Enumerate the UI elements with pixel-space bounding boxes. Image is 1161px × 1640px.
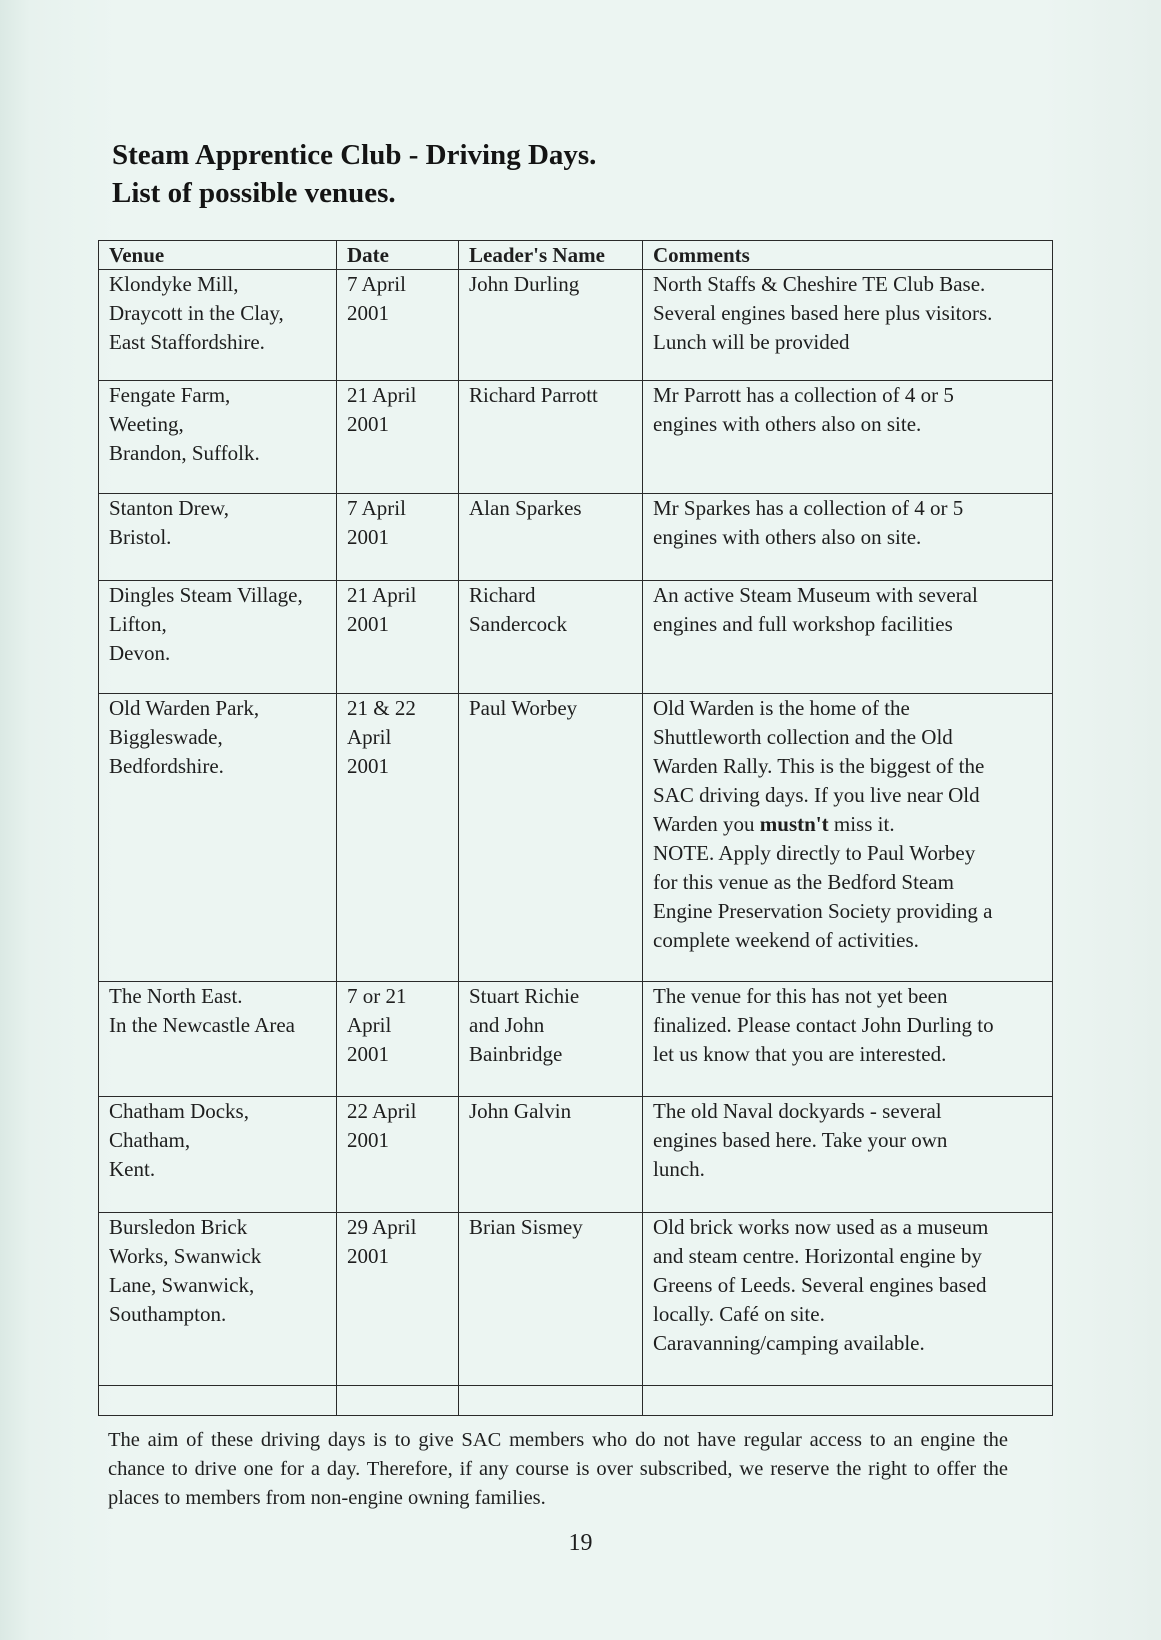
comments-text-pre: Old Warden is the home of the Shuttleworth collection and the Old Warden Rally. This is the biggest of the SAC driving days. If you live near Old Warden you (653, 696, 985, 836)
cell-date: 7 April 2001 (337, 494, 459, 581)
cell-comments: Old brick works now used as a museum and steam centre. Horizontal engine by Greens of Leeds. Several engines based locally. Café on site. Caravanning/camping available. (643, 1213, 1053, 1386)
comments-text-post: miss it. NOTE. Apply directly to Paul Worbey for this venue as the Bedford Steam Engine Preservation Society providing a complete weekend of activities. (653, 812, 993, 952)
cell-comments: The old Naval dockyards - several engines based here. Take your own lunch. (643, 1097, 1053, 1213)
cell-venue: Old Warden Park, Biggleswade, Bedfordshire. (99, 694, 337, 982)
cell-venue: Chatham Docks, Chatham, Kent. (99, 1097, 337, 1213)
cell-venue: Stanton Drew, Bristol. (99, 494, 337, 581)
cell-leader: Stuart Richie and John Bainbridge (459, 982, 643, 1097)
cell-date: 22 April 2001 (337, 1097, 459, 1213)
header-date: Date (337, 241, 459, 270)
cell-venue: Fengate Farm, Weeting, Brandon, Suffolk. (99, 381, 337, 494)
cell-comments: Mr Sparkes has a collection of 4 or 5 engines with others also on site. (643, 494, 1053, 581)
venues-table (98, 240, 1053, 1416)
table-row (99, 694, 1053, 982)
cell-empty (99, 1386, 337, 1416)
cell-venue: Klondyke Mill, Draycott in the Clay, East Staffordshire. (99, 270, 337, 381)
table-row (99, 1097, 1053, 1213)
cell-comments (643, 694, 1053, 982)
cell-leader: Alan Sparkes (459, 494, 643, 581)
table-row-empty (99, 1386, 1053, 1416)
cell-venue: The North East. In the Newcastle Area (99, 982, 337, 1097)
cell-leader: Richard Parrott (459, 381, 643, 494)
table-row (99, 982, 1053, 1097)
cell-venue: Bursledon Brick Works, Swanwick Lane, Swanwick, Southampton. (99, 1213, 337, 1386)
cell-empty (643, 1386, 1053, 1416)
cell-comments: An active Steam Museum with several engines and full workshop facilities (643, 581, 1053, 694)
header-leader: Leader's Name (459, 241, 643, 270)
cell-date: 21 April 2001 (337, 381, 459, 494)
table-row (99, 494, 1053, 581)
table-row (99, 581, 1053, 694)
cell-venue: Dingles Steam Village, Lifton, Devon. (99, 581, 337, 694)
cell-leader: Brian Sismey (459, 1213, 643, 1386)
title-line-1: Steam Apprentice Club - Driving Days. (112, 139, 597, 171)
cell-leader: Paul Worbey (459, 694, 643, 982)
cell-leader: Richard Sandercock (459, 581, 643, 694)
footnote-paragraph: The aim of these driving days is to give SAC members who do not have regular access to an engine the chance to drive one for a day. Therefore, if any course is over subscribed, we reserve the right to offer the places to members from non-engine owning families. (108, 1429, 1008, 1509)
cell-comments: Mr Parrott has a collection of 4 or 5 engines with others also on site. (643, 381, 1053, 494)
cell-date: 21 April 2001 (337, 581, 459, 694)
page-title (112, 136, 596, 212)
header-comments: Comments (643, 241, 1053, 270)
title-line-2: List of possible venues. (112, 177, 396, 209)
cell-comments: North Staffs & Cheshire TE Club Base. Several engines based here plus visitors. Lunch will be provided (643, 270, 1053, 381)
cell-date: 21 & 22 April 2001 (337, 694, 459, 982)
cell-leader: John Galvin (459, 1097, 643, 1213)
table-row (99, 270, 1053, 381)
cell-empty (459, 1386, 643, 1416)
header-venue: Venue (99, 241, 337, 270)
cell-leader: John Durling (459, 270, 643, 381)
table-row (99, 381, 1053, 494)
cell-date: 29 April 2001 (337, 1213, 459, 1386)
table-header-row (99, 241, 1053, 270)
cell-comments: The venue for this has not yet been finalized. Please contact John Durling to let us know that you are interested. (643, 982, 1053, 1097)
cell-date: 7 April 2001 (337, 270, 459, 381)
cell-date: 7 or 21 April 2001 (337, 982, 459, 1097)
comments-emphasis: mustn't (759, 812, 829, 836)
page-number: 19 (568, 1530, 593, 1556)
cell-empty (337, 1386, 459, 1416)
table-row (99, 1213, 1053, 1386)
